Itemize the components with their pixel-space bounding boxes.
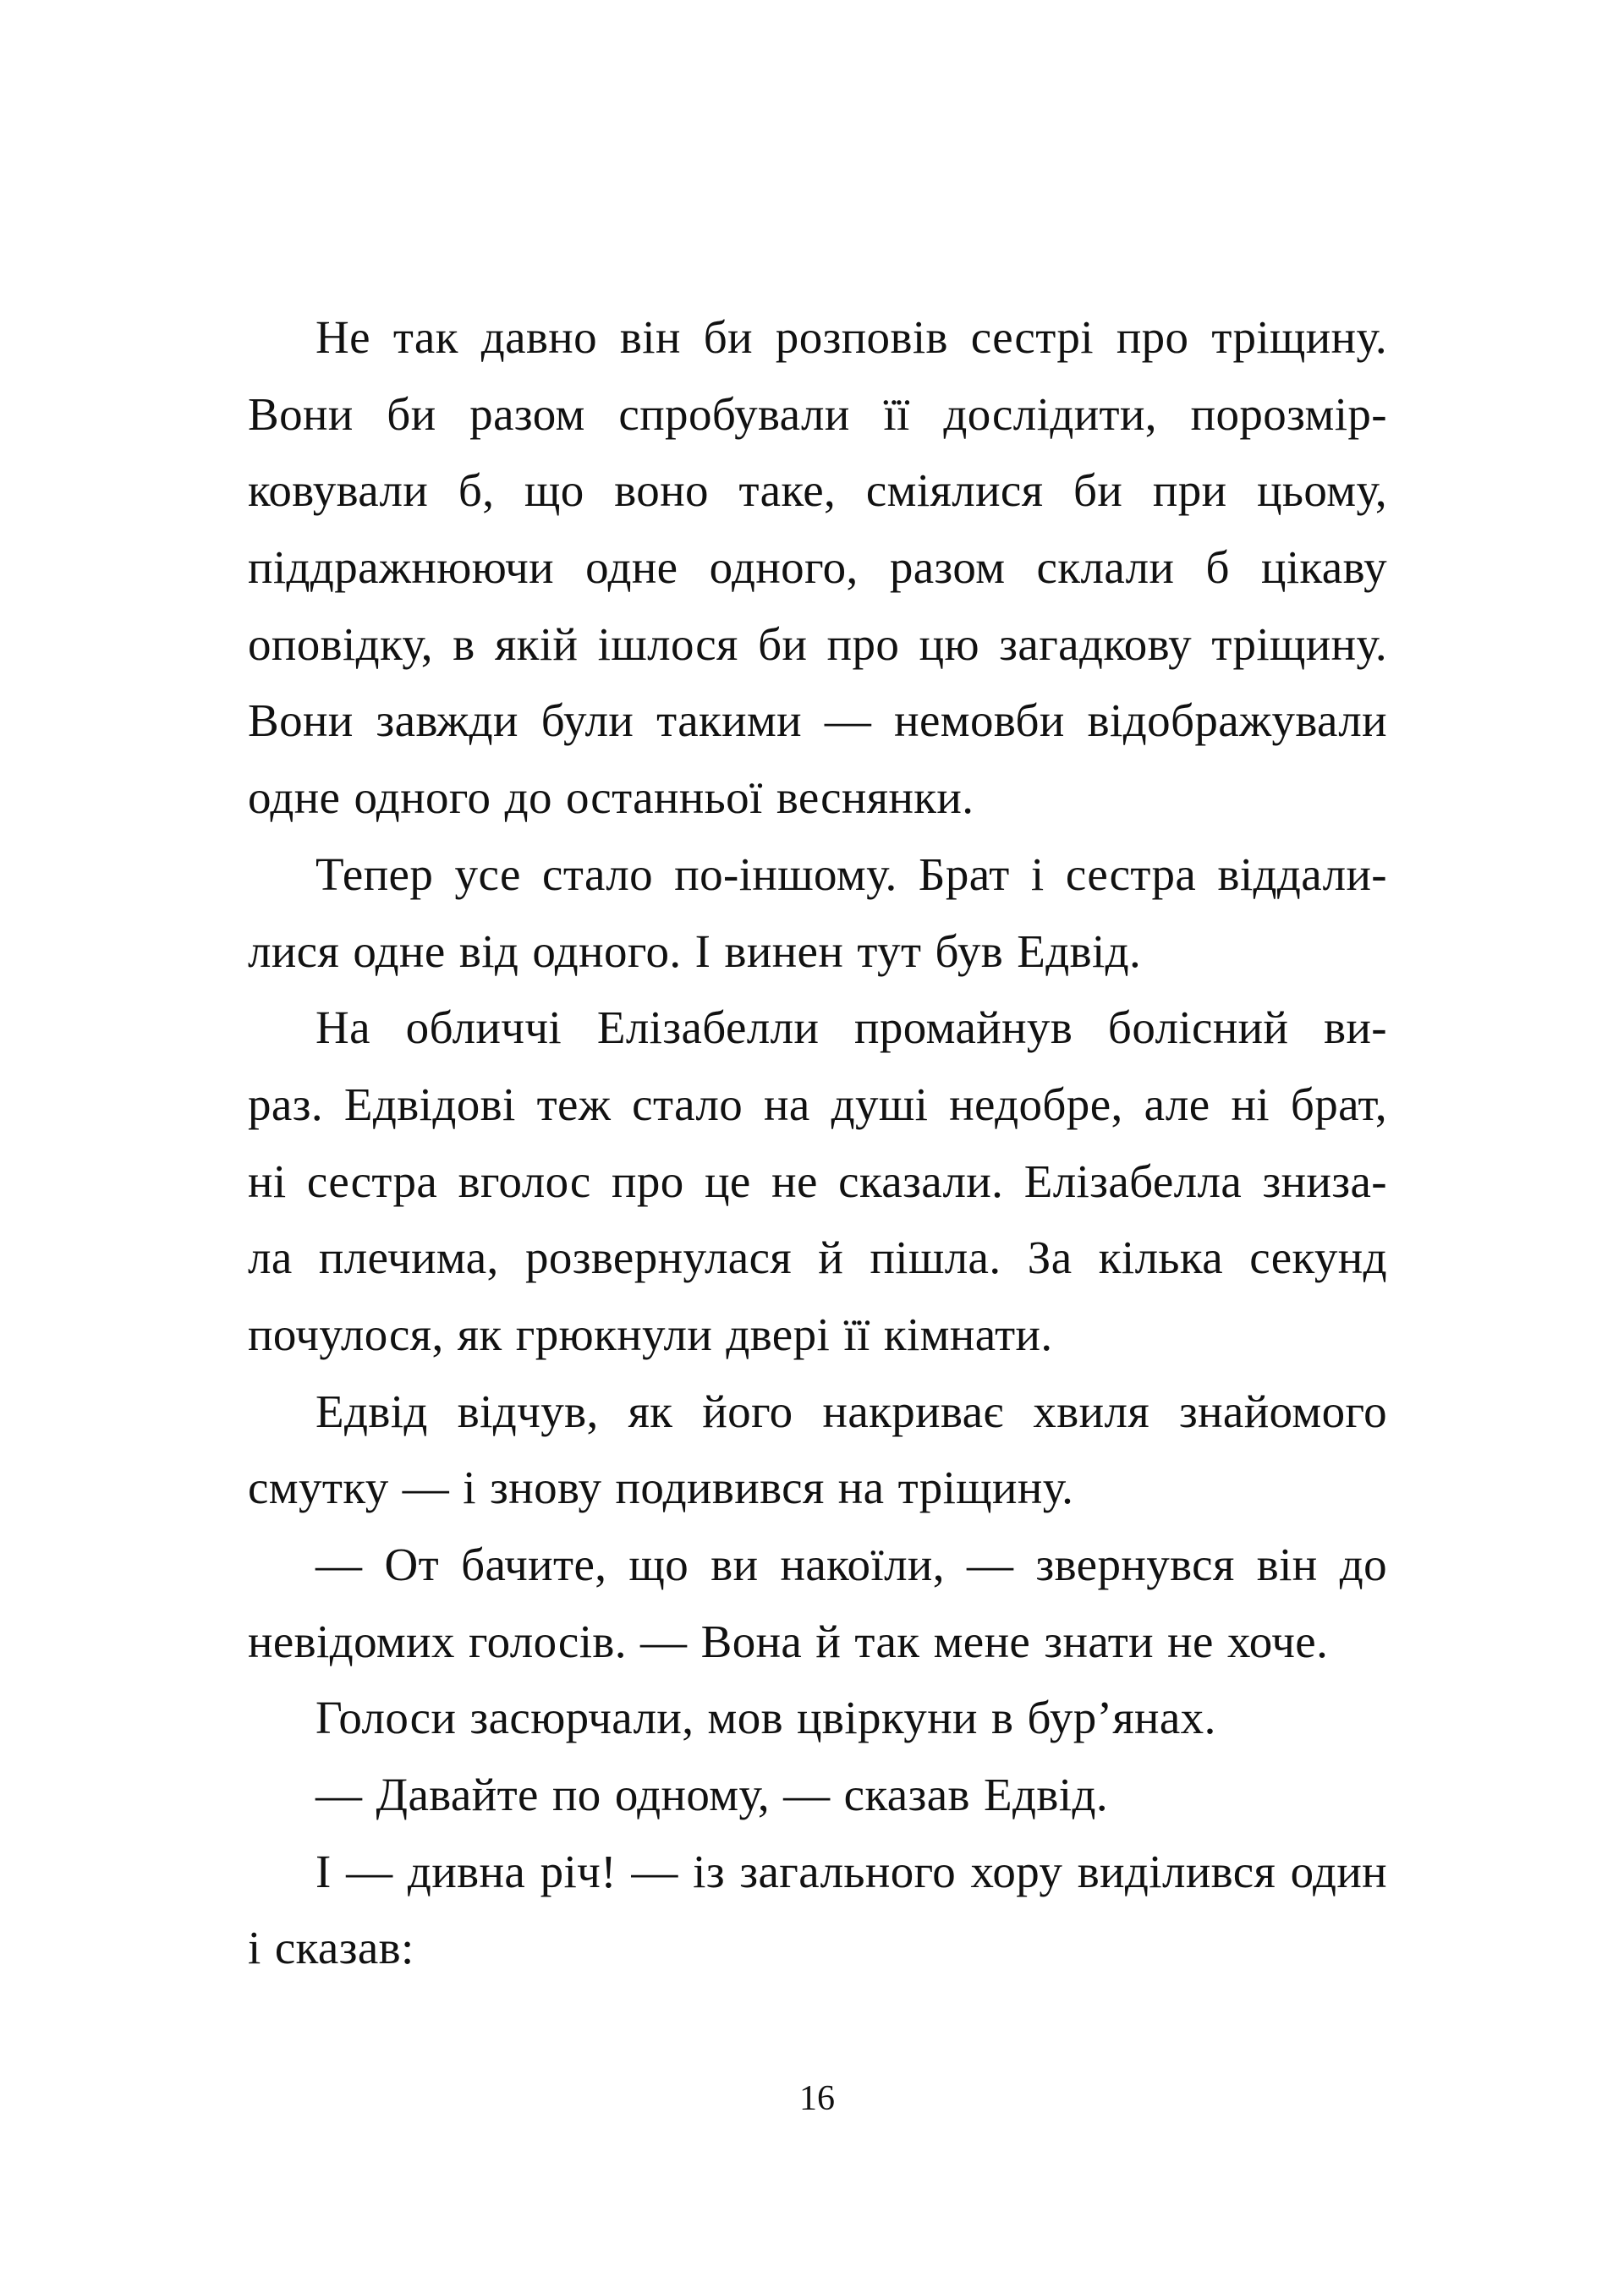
- text-line: лися одне від одного. І винен тут був Едвід.: [248, 925, 1142, 977]
- text-line: Едвід відчув, як його накриває хвиля знайомого: [315, 1385, 1387, 1437]
- text-line: І — дивна річ! — із загального хору виділився один: [315, 1845, 1387, 1897]
- text-line: Тепер усе стало по-іншому. Брат і сестра віддали-: [315, 848, 1387, 900]
- paragraph: [248, 1374, 1387, 1527]
- paragraph: [248, 990, 1387, 1373]
- paragraph: [248, 1680, 1387, 1757]
- text-line: ні сестра вголос про це не сказали. Елізабелла зниза-: [248, 1155, 1387, 1207]
- text-line: смутку — і знову подивився на тріщину.: [248, 1462, 1074, 1514]
- text-line: Вони завжди були такими — немовби відображували: [248, 694, 1387, 747]
- text-line: На обличчі Елізабелли промайнув болісний ви-: [315, 1002, 1387, 1054]
- text-line: — Давайте по одному, — сказав Едвід.: [315, 1769, 1109, 1821]
- text-line: ковували б, що воно таке, сміялися би при цьому,: [248, 464, 1387, 517]
- text-line: одне одного до останньої веснянки.: [248, 771, 974, 824]
- text-line: раз. Едвідові теж стало на душі недобре, але ні брат,: [248, 1078, 1387, 1130]
- text-line: піддражнюючи одне одного, разом склали б цікаву: [248, 541, 1387, 594]
- paragraph: [248, 1757, 1387, 1834]
- paragraph: [248, 299, 1387, 837]
- text-line: Не так давно він би розповів сестрі про тріщину.: [315, 311, 1387, 363]
- paragraph: [248, 1527, 1387, 1680]
- text-line: Голоси засюрчали, мов цвіркуни в бур’янах.: [315, 1692, 1216, 1744]
- text-line: ла плечима, розвернулася й пішла. За кілька секунд: [248, 1232, 1387, 1284]
- text-line: почулося, як грюкнули двері її кімнати.: [248, 1308, 1053, 1360]
- text-line: оповідку, в якій ішлося би про цю загадкову тріщину.: [248, 617, 1387, 670]
- text-line: — От бачите, що ви накоїли, — звернувся він до: [315, 1539, 1387, 1590]
- paragraph: [248, 837, 1387, 990]
- text-line: і сказав:: [248, 1922, 414, 1974]
- page-number: 16: [799, 2079, 835, 2118]
- text-line: Вони би разом спробували її дослідити, порозмір-: [248, 387, 1387, 440]
- text-line: невідомих голосів. — Вона й так мене знати не хоче.: [248, 1615, 1329, 1667]
- paragraph: [248, 1834, 1387, 1987]
- body-text: [248, 299, 1387, 1987]
